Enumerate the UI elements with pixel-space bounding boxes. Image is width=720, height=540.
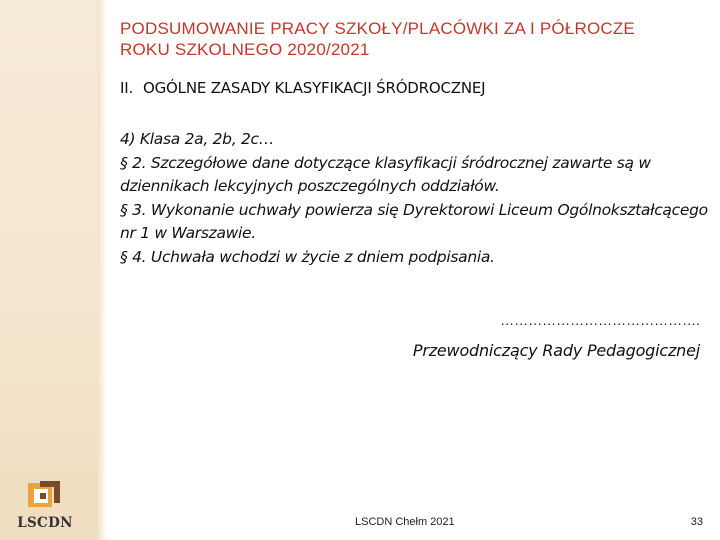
signature-title: Przewodniczący Rady Pedagogicznej — [412, 341, 700, 360]
footer-center-text: LSCDN Chełm 2021 — [355, 516, 455, 528]
body-paragraph: § 3. Wykonanie uchwały powierza się Dyrektorowi Liceum Ogólnokształcącego nr 1 w Warszawie. — [120, 200, 708, 242]
section-heading — [120, 79, 485, 97]
section-heading-text: OGÓLNE ZASADY KLASYFIKACJI ŚRÓDROCZNEJ — [143, 79, 486, 97]
slide-title: PODSUMOWANIE PRACY SZKOŁY/PLACÓWKI ZA I PÓŁROCZE ROKU SZKOLNEGO 2020/2021 — [120, 19, 635, 59]
sidebar-edge-gradient — [97, 0, 107, 540]
section-number: II. — [120, 79, 134, 97]
body-paragraph: § 4. Uchwała wchodzi w życie z dniem podpisania. — [120, 247, 495, 266]
sidebar-decoration — [0, 0, 97, 540]
body-paragraph: § 2. Szczegółowe dane dotyczące klasyfikacji śródrocznej zawarte są w dziennikach lekcyjnych poszczególnych oddziałów. — [120, 153, 651, 195]
lscdn-logo — [10, 477, 80, 537]
signature-line: ……………………………………. — [500, 312, 700, 328]
logo-text: LSCDN — [17, 515, 73, 531]
lscdn-logo-icon — [26, 477, 62, 513]
body-paragraph: 4) Klasa 2a, 2b, 2c… — [120, 130, 274, 148]
body-text — [120, 128, 720, 269]
page-number: 33 — [690, 516, 703, 528]
